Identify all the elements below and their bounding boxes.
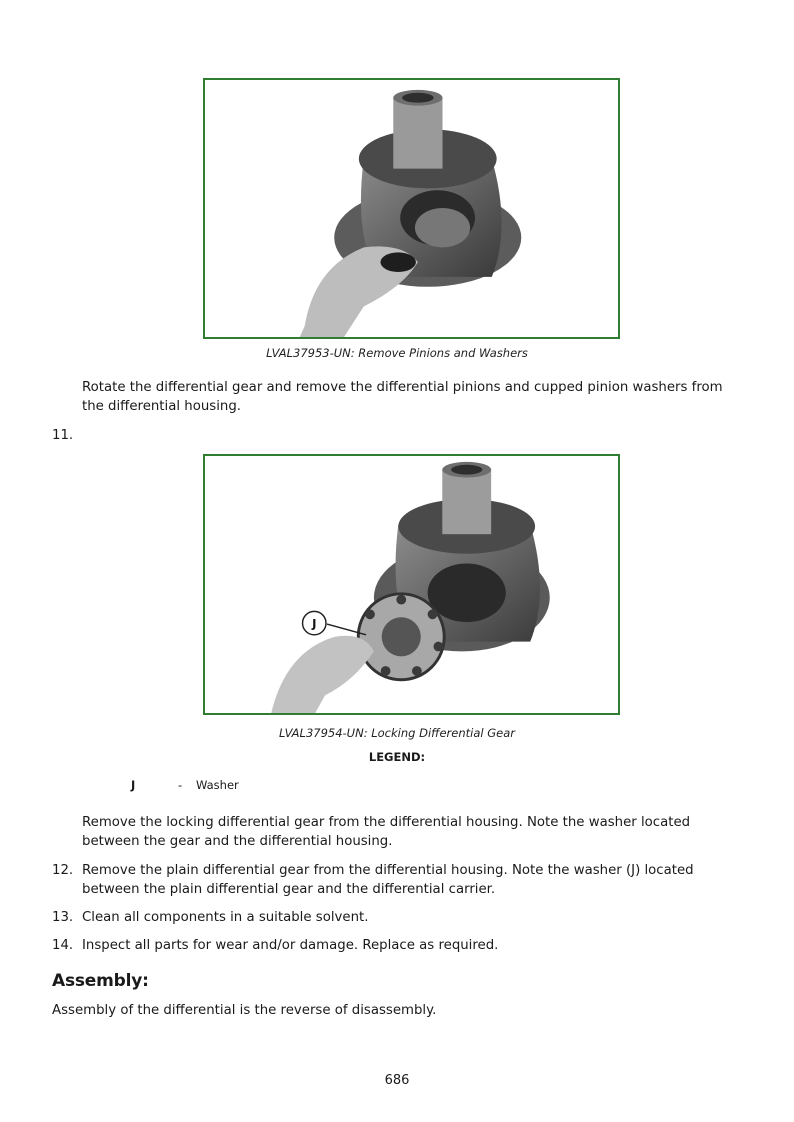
legend-dash: - [178,778,183,792]
legend-key: J [131,778,136,792]
step-13-text: Clean all components in a suitable solvent. [82,910,369,925]
page-number: 686 [384,1073,410,1088]
step-12-text: Remove the plain differential gear from the differential housing. Note the washer (J) located between the plain differential gear and the differential carrier. [82,863,694,897]
step-11-text: Remove the locking differential gear from the differential housing. Note the washer located between the gear and the differential housing. [82,815,691,849]
differential-photo-1 [205,80,618,337]
figure-1-caption: LVAL37953-UN: Remove Pinions and Washers [266,346,528,360]
step-11-number: 11. [52,428,74,443]
step-13-number: 13. [52,910,74,925]
figure-2-caption: LVAL37954-UN: Locking Differential Gear [279,726,515,740]
differential-photo-2 [205,456,618,713]
assembly-text: Assembly of the differential is the reverse of disassembly. [52,1003,437,1018]
callout-j-label: J [312,616,317,631]
figure-locking-gear [203,454,620,715]
legend-title: LEGEND: [368,750,426,764]
step-12-number: 12. [52,863,74,878]
figure-remove-pinions [203,78,620,339]
legend-value: Washer [196,778,239,792]
step-10-text: Rotate the differential gear and remove the differential pinions and cupped pinion washers from the differential housing. [82,380,723,414]
step-14-text: Inspect all parts for wear and/or damage. Replace as required. [82,938,499,953]
assembly-heading: Assembly: [52,971,149,991]
step-14-number: 14. [52,938,74,953]
